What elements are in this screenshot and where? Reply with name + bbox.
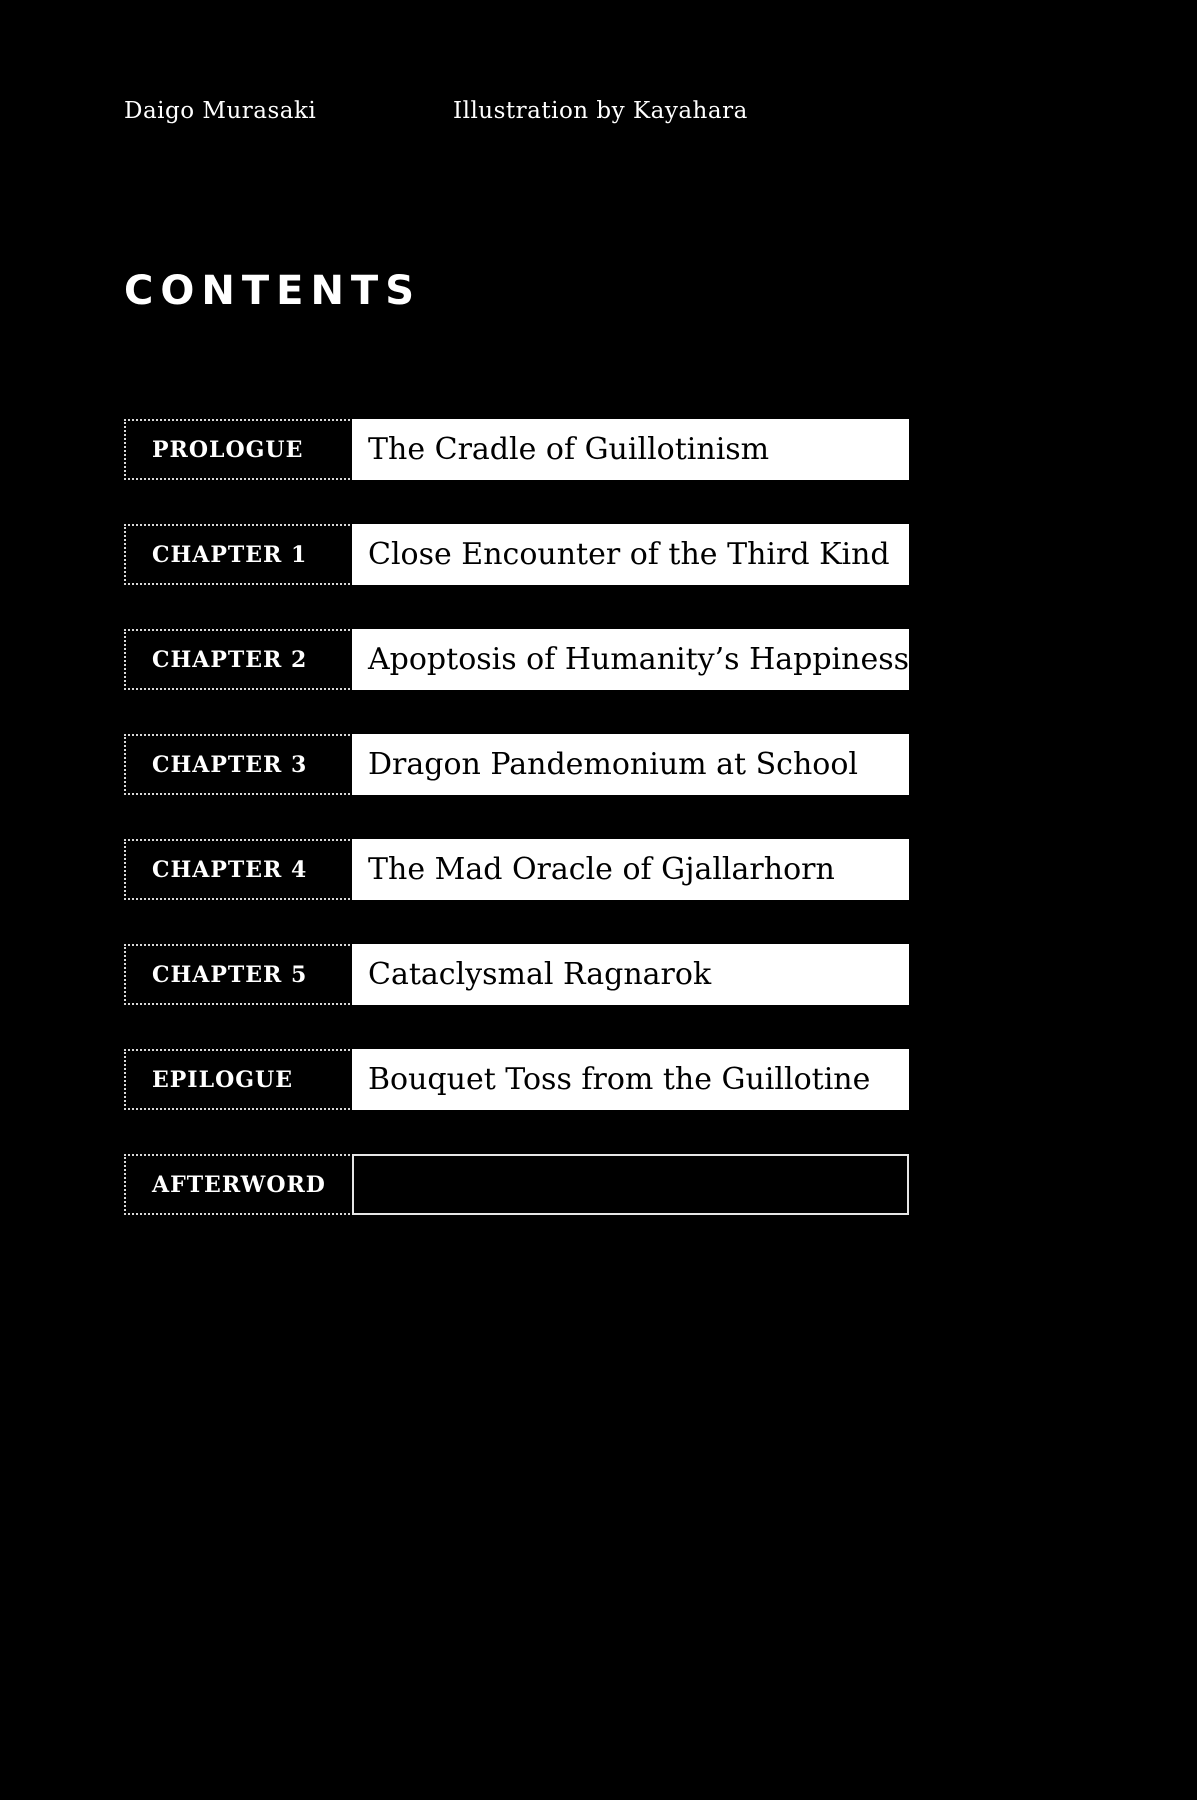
- toc-label: EPILOGUE: [124, 1049, 350, 1110]
- toc-row-afterword[interactable]: [124, 1154, 909, 1215]
- toc-row-epilogue[interactable]: [124, 1049, 909, 1110]
- toc-label: PROLOGUE: [124, 419, 350, 480]
- toc-label: CHAPTER 2: [124, 629, 350, 690]
- toc-label: AFTERWORD: [124, 1154, 350, 1215]
- toc-label: CHAPTER 4: [124, 839, 350, 900]
- toc-title: Close Encounter of the Third Kind: [352, 524, 909, 585]
- credits: [124, 98, 924, 132]
- toc-row-chapter-1[interactable]: [124, 524, 909, 585]
- table-of-contents: [124, 419, 909, 1259]
- toc-row-chapter-2[interactable]: [124, 629, 909, 690]
- toc-row-prologue[interactable]: [124, 419, 909, 480]
- author-name: Daigo Murasaki: [124, 98, 317, 124]
- toc-title: The Mad Oracle of Gjallarhorn: [352, 839, 909, 900]
- toc-label: CHAPTER 5: [124, 944, 350, 1005]
- toc-title: Dragon Pandemonium at School: [352, 734, 909, 795]
- toc-row-chapter-4[interactable]: [124, 839, 909, 900]
- contents-heading: CONTENTS: [124, 268, 422, 314]
- toc-label: CHAPTER 1: [124, 524, 350, 585]
- toc-title: Bouquet Toss from the Guillotine: [352, 1049, 909, 1110]
- toc-row-chapter-5[interactable]: [124, 944, 909, 1005]
- toc-title-empty: [352, 1154, 909, 1215]
- toc-label: CHAPTER 3: [124, 734, 350, 795]
- toc-title: The Cradle of Guillotinism: [352, 419, 909, 480]
- toc-title: Apoptosis of Humanity’s Happiness: [352, 629, 909, 690]
- toc-title: Cataclysmal Ragnarok: [352, 944, 909, 1005]
- toc-row-chapter-3[interactable]: [124, 734, 909, 795]
- illustrator-credit: Illustration by Kayahara: [453, 98, 748, 124]
